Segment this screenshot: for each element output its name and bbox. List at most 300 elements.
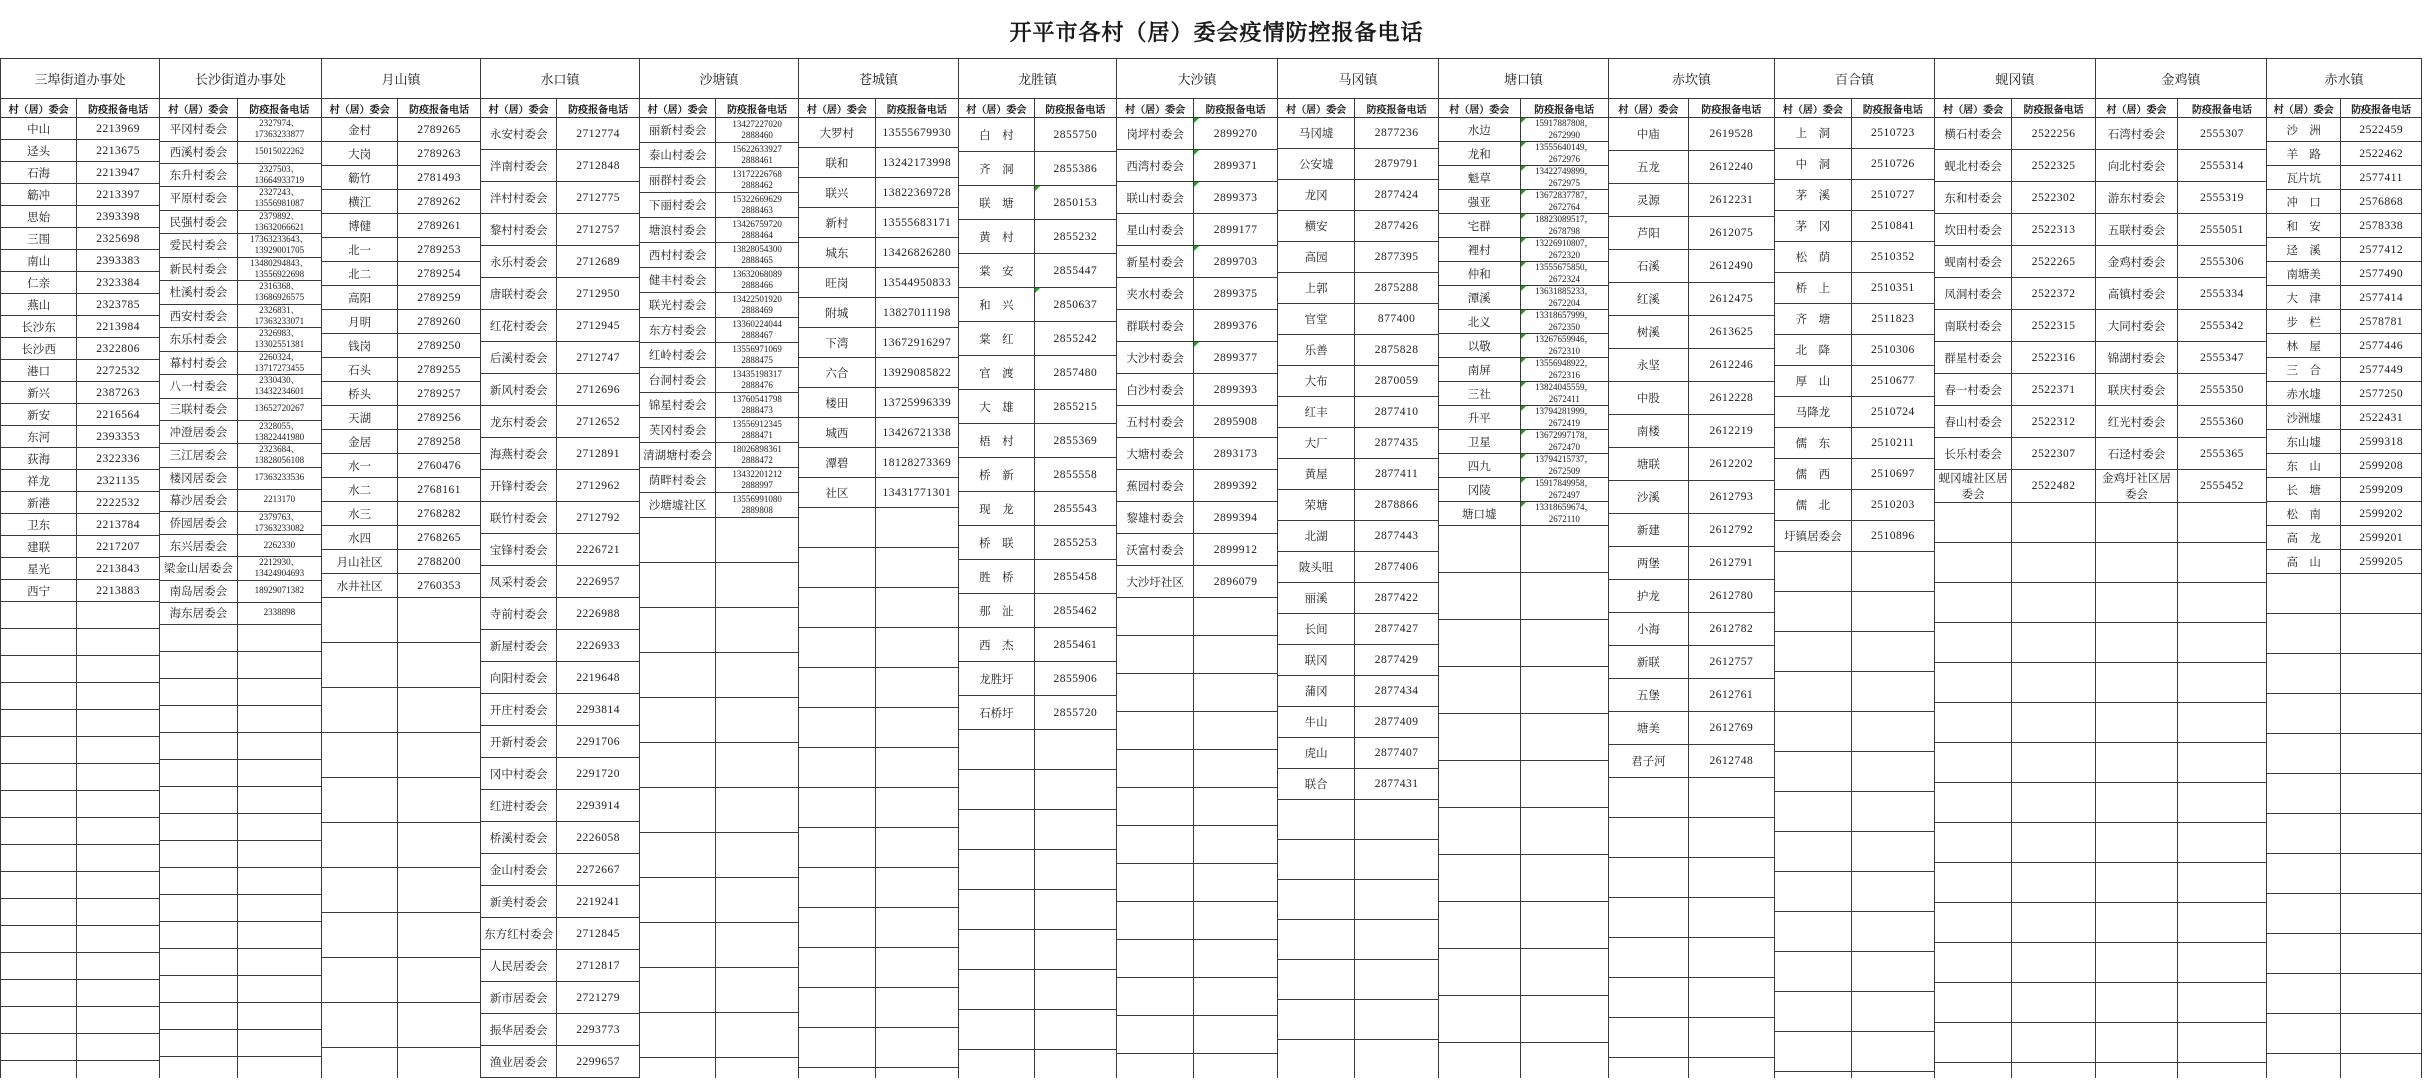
phone-cell: 13422501920 2888469 xyxy=(716,293,799,318)
cell-note-marker xyxy=(1521,430,1526,435)
town-table xyxy=(1774,58,1935,1078)
village-cell: 开庄村委会 xyxy=(481,694,557,726)
village-cell: 芙冈村委会 xyxy=(640,418,716,443)
phone-cell-empty xyxy=(2012,943,2096,983)
phone-cell-empty xyxy=(1851,592,1934,632)
empty-row xyxy=(1775,1072,1935,1079)
village-cell: 岗坪村委会 xyxy=(1117,118,1194,150)
table-row xyxy=(481,886,640,918)
phone-cell-empty xyxy=(237,867,321,894)
table-row xyxy=(322,502,481,526)
phone-cell: 2855462 xyxy=(1034,594,1116,628)
table-row xyxy=(1278,614,1439,645)
phone-cell-empty xyxy=(875,588,958,628)
table-row xyxy=(640,443,799,468)
village-cell: 联兴 xyxy=(799,178,876,208)
village-cell: 宅群 xyxy=(1439,214,1521,238)
village-cell: 茅 溪 xyxy=(1775,180,1852,211)
table-row xyxy=(799,328,959,358)
phone-cell-empty xyxy=(237,651,321,678)
empty-row xyxy=(2096,1063,2267,1079)
table-row xyxy=(2096,59,2267,99)
phone-cell-empty xyxy=(716,968,799,1013)
table-row xyxy=(1117,150,1278,182)
phone-cell-empty xyxy=(716,788,799,833)
village-cell: 高园 xyxy=(1278,242,1355,273)
col-header-phone: 防疫报备电话 xyxy=(716,99,799,118)
town-table xyxy=(958,58,1117,1078)
empty-row xyxy=(1609,1058,1775,1079)
empty-row xyxy=(1,926,160,953)
table-row xyxy=(2267,334,2422,358)
empty-row xyxy=(2267,974,2422,1014)
empty-row xyxy=(799,868,959,908)
empty-row xyxy=(2267,774,2422,814)
phone-cell-empty xyxy=(77,1034,160,1061)
table-row xyxy=(640,193,799,218)
village-cell: 联和 xyxy=(799,148,876,178)
table-row xyxy=(1278,242,1439,273)
phone-cell: 2216564 xyxy=(77,404,160,426)
table-row xyxy=(1278,149,1439,180)
table-row xyxy=(959,458,1117,492)
col-header-village: 村（居）委会 xyxy=(640,99,716,118)
phone-cell: 13422749899， 2672975 xyxy=(1520,166,1608,190)
phone-cell-empty xyxy=(2341,694,2422,734)
village-cell-empty xyxy=(1775,912,1852,952)
table-row xyxy=(1117,182,1278,214)
empty-row xyxy=(640,518,799,563)
village-cell-empty xyxy=(2096,663,2178,703)
phone-cell: 2262330 xyxy=(237,535,321,557)
phone-cell-empty xyxy=(77,953,160,980)
phone-cell-empty xyxy=(77,980,160,1007)
phone-cell: 13631885233， 2672204 xyxy=(1520,286,1608,310)
table-row xyxy=(322,118,481,142)
phone-cell-empty xyxy=(77,629,160,656)
village-cell: 凤洞村委会 xyxy=(1935,278,2012,310)
village-cell-empty xyxy=(799,508,876,548)
village-cell: 中 洞 xyxy=(1775,149,1852,180)
town-header: 沙塘镇 xyxy=(640,59,799,99)
empty-row xyxy=(1117,864,1278,902)
phone-cell: 2768282 xyxy=(398,502,481,526)
phone-cell: 2226933 xyxy=(557,630,640,662)
village-cell: 陂头咀 xyxy=(1278,552,1355,583)
phone-cell-empty xyxy=(237,948,321,975)
village-cell-empty xyxy=(1,953,77,980)
empty-row xyxy=(959,1050,1117,1079)
village-cell-empty xyxy=(1775,712,1852,752)
phone-cell-empty xyxy=(1851,1032,1934,1072)
table-row xyxy=(1,294,160,316)
phone-cell: 2555306 xyxy=(2178,246,2267,278)
village-cell-empty xyxy=(1439,526,1521,573)
phone-cell: 13632068089 2888466 xyxy=(716,268,799,293)
phone-cell: 2877435 xyxy=(1355,428,1439,459)
village-cell: 幕沙居委会 xyxy=(160,489,238,511)
village-cell: 下丽村委会 xyxy=(640,193,716,218)
phone-cell-empty xyxy=(1851,792,1934,832)
village-cell: 旺岗 xyxy=(799,268,876,298)
phone-cell: 2511823 xyxy=(1851,304,1934,335)
phone-cell: 2712845 xyxy=(557,918,640,950)
village-cell: 星山村委会 xyxy=(1117,214,1194,246)
empty-row xyxy=(1,764,160,791)
table-row xyxy=(1278,428,1439,459)
empty-row xyxy=(1935,823,2096,863)
phone-cell-empty xyxy=(237,786,321,813)
table-row xyxy=(959,628,1117,662)
table-row xyxy=(481,59,640,99)
village-cell-empty xyxy=(799,788,876,828)
phone-cell-empty xyxy=(2341,934,2422,974)
village-cell: 台洞村委会 xyxy=(640,368,716,393)
phone-cell: 877400 xyxy=(1355,304,1439,335)
table-row xyxy=(640,343,799,368)
phone-cell: 2612246 xyxy=(1688,349,1774,382)
col-header-village: 村（居）委会 xyxy=(799,99,876,118)
table-row xyxy=(160,351,322,375)
phone-cell-empty xyxy=(1194,788,1278,826)
empty-row xyxy=(1439,526,1609,573)
village-cell: 金山村委会 xyxy=(481,854,557,886)
village-cell: 唐联村委会 xyxy=(481,278,557,310)
table-row xyxy=(1439,310,1609,334)
phone-cell: 2712792 xyxy=(557,502,640,534)
table-row xyxy=(160,398,322,420)
table-row xyxy=(1609,184,1775,217)
phone-cell-empty xyxy=(1520,855,1608,902)
village-cell: 西村村委会 xyxy=(640,243,716,268)
table-row xyxy=(1278,490,1439,521)
empty-row xyxy=(2096,503,2267,543)
table-row xyxy=(2096,470,2267,503)
phone-cell: 2893173 xyxy=(1194,438,1278,470)
village-cell: 金村 xyxy=(322,118,398,142)
phone-cell-empty xyxy=(1520,573,1608,620)
village-cell: 和 兴 xyxy=(959,288,1035,322)
phone-cell-empty xyxy=(2178,743,2267,783)
col-header-phone: 防疫报备电话 xyxy=(875,99,958,118)
cell-note-marker xyxy=(1521,214,1526,219)
village-cell-empty xyxy=(2267,854,2341,894)
village-cell: 新民村委会 xyxy=(160,257,238,281)
village-cell: 五龙 xyxy=(1609,151,1689,184)
phone-cell: 2855386 xyxy=(1034,152,1116,186)
table-row xyxy=(1935,342,2096,374)
table-row xyxy=(1,59,160,99)
village-cell: 东方村委会 xyxy=(640,318,716,343)
table-row xyxy=(160,328,322,352)
village-cell-empty xyxy=(799,988,876,1028)
table-row xyxy=(1775,180,1935,211)
table-row xyxy=(1609,547,1775,580)
village-cell-empty xyxy=(2267,1054,2341,1079)
phone-cell: 2612793 xyxy=(1688,481,1774,514)
phone-cell: 13426721338 xyxy=(875,418,958,448)
village-cell: 八一村委会 xyxy=(160,375,238,399)
table-row xyxy=(1609,316,1775,349)
phone-cell: 2555360 xyxy=(2178,406,2267,438)
village-cell-empty xyxy=(1117,750,1194,788)
village-cell: 沙溪 xyxy=(1609,481,1689,514)
phone-cell: 2522316 xyxy=(2012,342,2096,374)
phone-cell-empty xyxy=(1034,1050,1116,1079)
table-row xyxy=(481,342,640,374)
village-cell-empty xyxy=(2096,623,2178,663)
phone-cell-empty xyxy=(2012,623,2096,663)
empty-row xyxy=(1439,573,1609,620)
empty-row xyxy=(640,968,799,1013)
table-row xyxy=(481,854,640,886)
empty-row xyxy=(1775,712,1935,752)
village-cell: 附城 xyxy=(799,298,876,328)
empty-row xyxy=(2096,583,2267,623)
table-row xyxy=(1117,99,1278,118)
village-cell: 塘美 xyxy=(1609,712,1689,745)
phone-cell: 2612791 xyxy=(1688,547,1774,580)
table-row xyxy=(959,424,1117,458)
village-cell: 那 沚 xyxy=(959,594,1035,628)
village-cell-empty xyxy=(1609,938,1689,978)
table-row xyxy=(481,566,640,598)
table-row xyxy=(2096,438,2267,470)
phone-cell: 2855458 xyxy=(1034,560,1116,594)
village-cell: 联山村委会 xyxy=(1117,182,1194,214)
phone-cell-empty xyxy=(1520,902,1608,949)
phone-cell-empty xyxy=(1520,714,1608,761)
table-row xyxy=(1278,738,1439,769)
table-row xyxy=(1439,454,1609,478)
village-cell: 红光村委会 xyxy=(2096,406,2178,438)
phone-cell: 2789263 xyxy=(398,142,481,166)
phone-cell-empty xyxy=(237,894,321,921)
phone-cell: 15917849958， 2672497 xyxy=(1520,478,1608,502)
table-row xyxy=(160,511,322,535)
phone-cell-empty xyxy=(1355,880,1439,920)
phone-cell-empty xyxy=(2341,974,2422,1014)
village-cell-empty xyxy=(1117,1054,1194,1079)
table-row xyxy=(160,535,322,557)
table-row xyxy=(160,489,322,511)
table-row xyxy=(1935,59,2096,99)
village-cell-empty xyxy=(1278,1000,1355,1040)
table-row xyxy=(1439,214,1609,238)
phone-cell: 2899392 xyxy=(1194,470,1278,502)
town-header: 水口镇 xyxy=(481,59,640,99)
table-row xyxy=(1935,214,2096,246)
village-cell-empty xyxy=(1,1061,77,1079)
village-cell: 石溪 xyxy=(1609,250,1689,283)
village-cell-empty xyxy=(1439,996,1521,1043)
phone-cell: 13828054300 2888465 xyxy=(716,243,799,268)
table-row xyxy=(1609,382,1775,415)
phone-cell-empty xyxy=(77,791,160,818)
table-row xyxy=(640,218,799,243)
empty-row xyxy=(959,730,1117,770)
village-cell: 新兴 xyxy=(1,382,77,404)
table-row xyxy=(1439,502,1609,526)
phone-cell-empty xyxy=(1355,1040,1439,1079)
village-cell: 大同村委会 xyxy=(2096,310,2178,342)
village-cell: 水一 xyxy=(322,454,398,478)
table-row xyxy=(1117,118,1278,150)
table-row xyxy=(481,598,640,630)
village-cell-empty xyxy=(1439,573,1521,620)
empty-row xyxy=(799,748,959,788)
village-cell: 红花村委会 xyxy=(481,310,557,342)
empty-row xyxy=(322,1048,481,1079)
village-cell: 游东村委会 xyxy=(2096,182,2178,214)
table-row xyxy=(1278,583,1439,614)
empty-row xyxy=(959,970,1117,1010)
village-cell-empty xyxy=(1,845,77,872)
phone-cell-empty xyxy=(2341,1054,2422,1079)
village-cell-empty xyxy=(959,770,1035,810)
empty-row xyxy=(640,878,799,923)
phone-cell: 2323785 xyxy=(77,294,160,316)
col-header-village: 村（居）委会 xyxy=(481,99,557,118)
table-row xyxy=(1,426,160,448)
empty-row xyxy=(322,913,481,958)
village-cell: 龙胜圩 xyxy=(959,662,1035,696)
table-row xyxy=(1775,335,1935,366)
phone-cell: 2599318 xyxy=(2341,430,2422,454)
empty-row xyxy=(1775,552,1935,592)
col-header-village: 村（居）委会 xyxy=(1609,99,1689,118)
table-row xyxy=(1439,166,1609,190)
village-cell-empty xyxy=(1935,583,2012,623)
table-row xyxy=(160,580,322,602)
table-row xyxy=(481,246,640,278)
phone-cell-empty xyxy=(237,1056,321,1078)
table-row xyxy=(640,493,799,518)
table-row xyxy=(322,358,481,382)
town-header: 三埠街道办事处 xyxy=(1,59,160,99)
table-row xyxy=(1439,99,1609,118)
empty-row xyxy=(640,743,799,788)
village-cell-empty xyxy=(1935,503,2012,543)
phone-cell: 2510677 xyxy=(1851,366,1934,397)
table-row xyxy=(322,190,481,214)
table-row xyxy=(322,238,481,262)
table-row xyxy=(959,118,1117,152)
cell-note-marker xyxy=(1521,142,1526,147)
table-row xyxy=(1775,521,1935,552)
table-row xyxy=(481,534,640,566)
village-cell: 六合 xyxy=(799,358,876,388)
table-row xyxy=(1609,349,1775,382)
town-header: 塘口镇 xyxy=(1439,59,1609,99)
phone-cell: 2712962 xyxy=(557,470,640,502)
phone-cell: 2522307 xyxy=(2012,438,2096,470)
phone-directory-table xyxy=(0,58,2433,1078)
village-cell-empty xyxy=(1775,832,1852,872)
village-cell: 红岭村委会 xyxy=(640,343,716,368)
village-cell: 三 合 xyxy=(2267,358,2341,382)
village-cell-empty xyxy=(160,1002,238,1029)
phone-cell: 2578338 xyxy=(2341,214,2422,238)
empty-row xyxy=(1,1007,160,1034)
phone-cell: 2879791 xyxy=(1355,149,1439,180)
table-row xyxy=(1609,613,1775,646)
table-row xyxy=(1439,406,1609,430)
cell-note-marker xyxy=(1521,238,1526,243)
phone-cell: 18929071382 xyxy=(237,580,321,602)
table-row xyxy=(1609,646,1775,679)
table-row xyxy=(1775,490,1935,521)
phone-cell: 2599201 xyxy=(2341,526,2422,550)
village-cell: 塘联 xyxy=(1609,448,1689,481)
cell-note-marker xyxy=(1521,358,1526,363)
phone-cell: 2855461 xyxy=(1034,628,1116,662)
phone-cell: 2555334 xyxy=(2178,278,2267,310)
village-cell: 沙塘墟社区 xyxy=(640,493,716,518)
village-cell: 北 降 xyxy=(1775,335,1852,366)
village-cell-empty xyxy=(1439,714,1521,761)
village-cell: 龙和 xyxy=(1439,142,1521,166)
table-row xyxy=(1278,645,1439,676)
phone-cell: 2789261 xyxy=(398,214,481,238)
table-row xyxy=(959,526,1117,560)
empty-row xyxy=(160,651,322,678)
empty-row xyxy=(1439,714,1609,761)
empty-row xyxy=(2267,694,2422,734)
village-cell-empty xyxy=(2096,503,2178,543)
village-cell-empty xyxy=(799,1068,876,1079)
village-cell-empty xyxy=(640,833,716,878)
phone-cell-empty xyxy=(77,818,160,845)
empty-row xyxy=(1,980,160,1007)
village-cell-empty xyxy=(1117,826,1194,864)
phone-cell: 13725996339 xyxy=(875,388,958,418)
empty-row xyxy=(1935,583,2096,623)
village-cell-empty xyxy=(2267,974,2341,1014)
village-cell: 冈中村委会 xyxy=(481,758,557,790)
village-cell-empty xyxy=(1775,1032,1852,1072)
village-cell: 三围 xyxy=(1,228,77,250)
empty-row xyxy=(1,899,160,926)
phone-cell-empty xyxy=(237,732,321,759)
empty-row xyxy=(2267,934,2422,974)
empty-row xyxy=(1609,938,1775,978)
empty-row xyxy=(1935,983,2096,1023)
phone-cell-empty xyxy=(2178,583,2267,623)
village-cell: 永坚 xyxy=(1609,349,1689,382)
empty-row xyxy=(2096,543,2267,583)
table-row xyxy=(1117,214,1278,246)
table-row xyxy=(2267,238,2422,262)
phone-cell: 13360224044 2888467 xyxy=(716,318,799,343)
table-row xyxy=(2096,406,2267,438)
phone-cell: 2387263 xyxy=(77,382,160,404)
phone-cell: 2612231 xyxy=(1688,184,1774,217)
empty-row xyxy=(1935,943,2096,983)
phone-cell-empty xyxy=(875,748,958,788)
phone-cell-empty xyxy=(716,1058,799,1079)
empty-row xyxy=(1,629,160,656)
village-cell: 梁金山居委会 xyxy=(160,557,238,581)
phone-cell-empty xyxy=(716,743,799,788)
phone-cell: 2855253 xyxy=(1034,526,1116,560)
village-cell: 楼田 xyxy=(799,388,876,418)
village-cell-empty xyxy=(1,818,77,845)
phone-cell-empty xyxy=(2178,543,2267,583)
table-row xyxy=(959,322,1117,356)
phone-cell: 2712950 xyxy=(557,278,640,310)
phone-cell: 2522459 xyxy=(2341,118,2422,142)
